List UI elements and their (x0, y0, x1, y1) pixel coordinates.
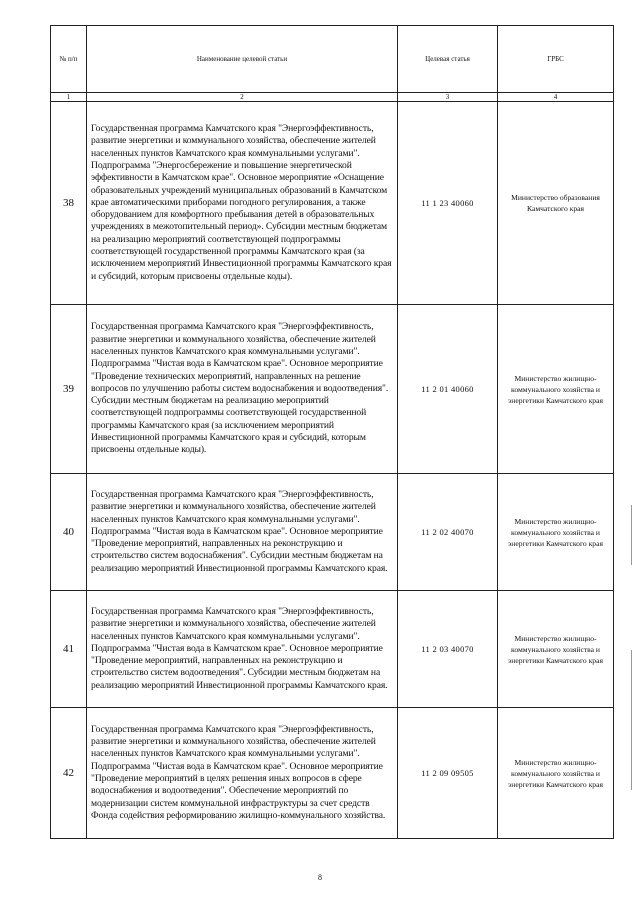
scan-edge-line (631, 505, 632, 565)
row-number: 39 (51, 305, 87, 474)
article-code: 11 2 03 40070 (398, 591, 498, 708)
row-number: 42 (51, 708, 87, 839)
grbs-name: Министерство образования Камчатского края (498, 102, 614, 305)
table-header-row (51, 26, 614, 93)
column-number: 2 (87, 93, 398, 102)
article-name: Государственная программа Камчатского края "Энергоэффективность, развитие энергетики и коммунального хозяйства, обеспечение жителей населенных пунктов Камчатского края коммунальными услугами". Подпрограмма "Энергосбережение и повышение энергетической эффективности в Камчатском крае". Основное мероприятие «Оснащение образовательных учреждений муниципальных образований в Камчатском крае автоматическими приборами погодного регулирования, а также оборудованием для комфортного пребывания детей в образовательных учреждениях в межотопительный период». Субсидии местным бюджетам на реализацию мероприятий соответствующей подпрограммы соответствующей государственной программы Камчатского края (за исключением мероприятий Инвестиционной программы Камчатского края и субсидий, которым присвоены отдельные коды). (87, 102, 398, 305)
grbs-name: Министерство жилищно-коммунального хозяйства и энергетики Камчатского края (498, 591, 614, 708)
article-name: Государственная программа Камчатского края "Энергоэффективность, развитие энергетики и коммунального хозяйства, обеспечение жителей населенных пунктов Камчатского края коммунальными услугами". Подпрограмма "Чистая вода в Камчатском крае". Основное мероприятие "Проведение мероприятий, направленных на реконструкцию и строительство систем водоснабжения". Субсидии местным бюджетам на реализацию мероприятий Инвестиционной программы Камчатского края. (87, 474, 398, 591)
article-name: Государственная программа Камчатского края "Энергоэффективность, развитие энергетики и коммунального хозяйства, обеспечение жителей населенных пунктов Камчатского края коммунальными услугами". Подпрограмма "Чистая вода в Камчатском крае". Основное мероприятие "Проведение мероприятий, направленных на реконструкцию и строительство систем водоотведения". Субсидии местным бюджетам на реализацию мероприятий Инвестиционной программы Камчатского края. (87, 591, 398, 708)
column-number: 3 (398, 93, 498, 102)
grbs-name: Министерство жилищно-коммунального хозяйства и энергетики Камчатского края (498, 474, 614, 591)
table-row (51, 102, 614, 305)
row-number: 38 (51, 102, 87, 305)
article-code: 11 2 09 09505 (398, 708, 498, 839)
header-code: Целевая статья (398, 26, 498, 93)
article-name: Государственная программа Камчатского края "Энергоэффективность, развитие энергетики и коммунального хозяйства, обеспечение жителей населенных пунктов Камчатского края коммунальными услугами". Подпрограмма "Чистая вода в Камчатском крае". Основное мероприятие "Проведение мероприятий в целях решения иных вопросов в сфере водоснабжения и водоотведения". Обеспечение мероприятий по модернизации систем коммунальной инфраструктуры за счет средств Фонда содействия реформированию жилищно-коммунального хозяйства. (87, 708, 398, 839)
article-code: 11 2 02 40070 (398, 474, 498, 591)
table-row (51, 708, 614, 839)
article-name: Государственная программа Камчатского края "Энергоэффективность, развитие энергетики и коммунального хозяйства, обеспечение жителей населенных пунктов Камчатского края коммунальными услугами". Подпрограмма "Чистая вода в Камчатском крае". Основное мероприятие "Проведение технических мероприятий, направленных на решение вопросов по улучшению работы систем водоснабжения и водоотведения". Субсидии местным бюджетам на реализацию мероприятий соответствующей подпрограммы соответствующей государственной программы Камчатского края (за исключением мероприятий Инвестиционной программы Камчатского края и субсидий, которым присвоены отдельные коды). (87, 305, 398, 474)
target-articles-table (50, 25, 614, 839)
table-row (51, 474, 614, 591)
column-number: 4 (498, 93, 614, 102)
table-row (51, 591, 614, 708)
header-num: № п/п (51, 26, 87, 93)
column-number: 1 (51, 93, 87, 102)
page-number: 8 (318, 873, 322, 882)
article-code: 11 1 23 40060 (398, 102, 498, 305)
article-code: 11 2 01 40060 (398, 305, 498, 474)
row-number: 41 (51, 591, 87, 708)
column-number-row (51, 93, 614, 102)
table-row (51, 305, 614, 474)
grbs-name: Министерство жилищно-коммунального хозяйства и энергетики Камчатского края (498, 708, 614, 839)
scan-edge-line (631, 650, 632, 790)
header-name: Наименование целевой статьи (87, 26, 398, 93)
header-grbs: ГРБС (498, 26, 614, 93)
grbs-name: Министерство жилищно-коммунального хозяйства и энергетики Камчатского края (498, 305, 614, 474)
row-number: 40 (51, 474, 87, 591)
